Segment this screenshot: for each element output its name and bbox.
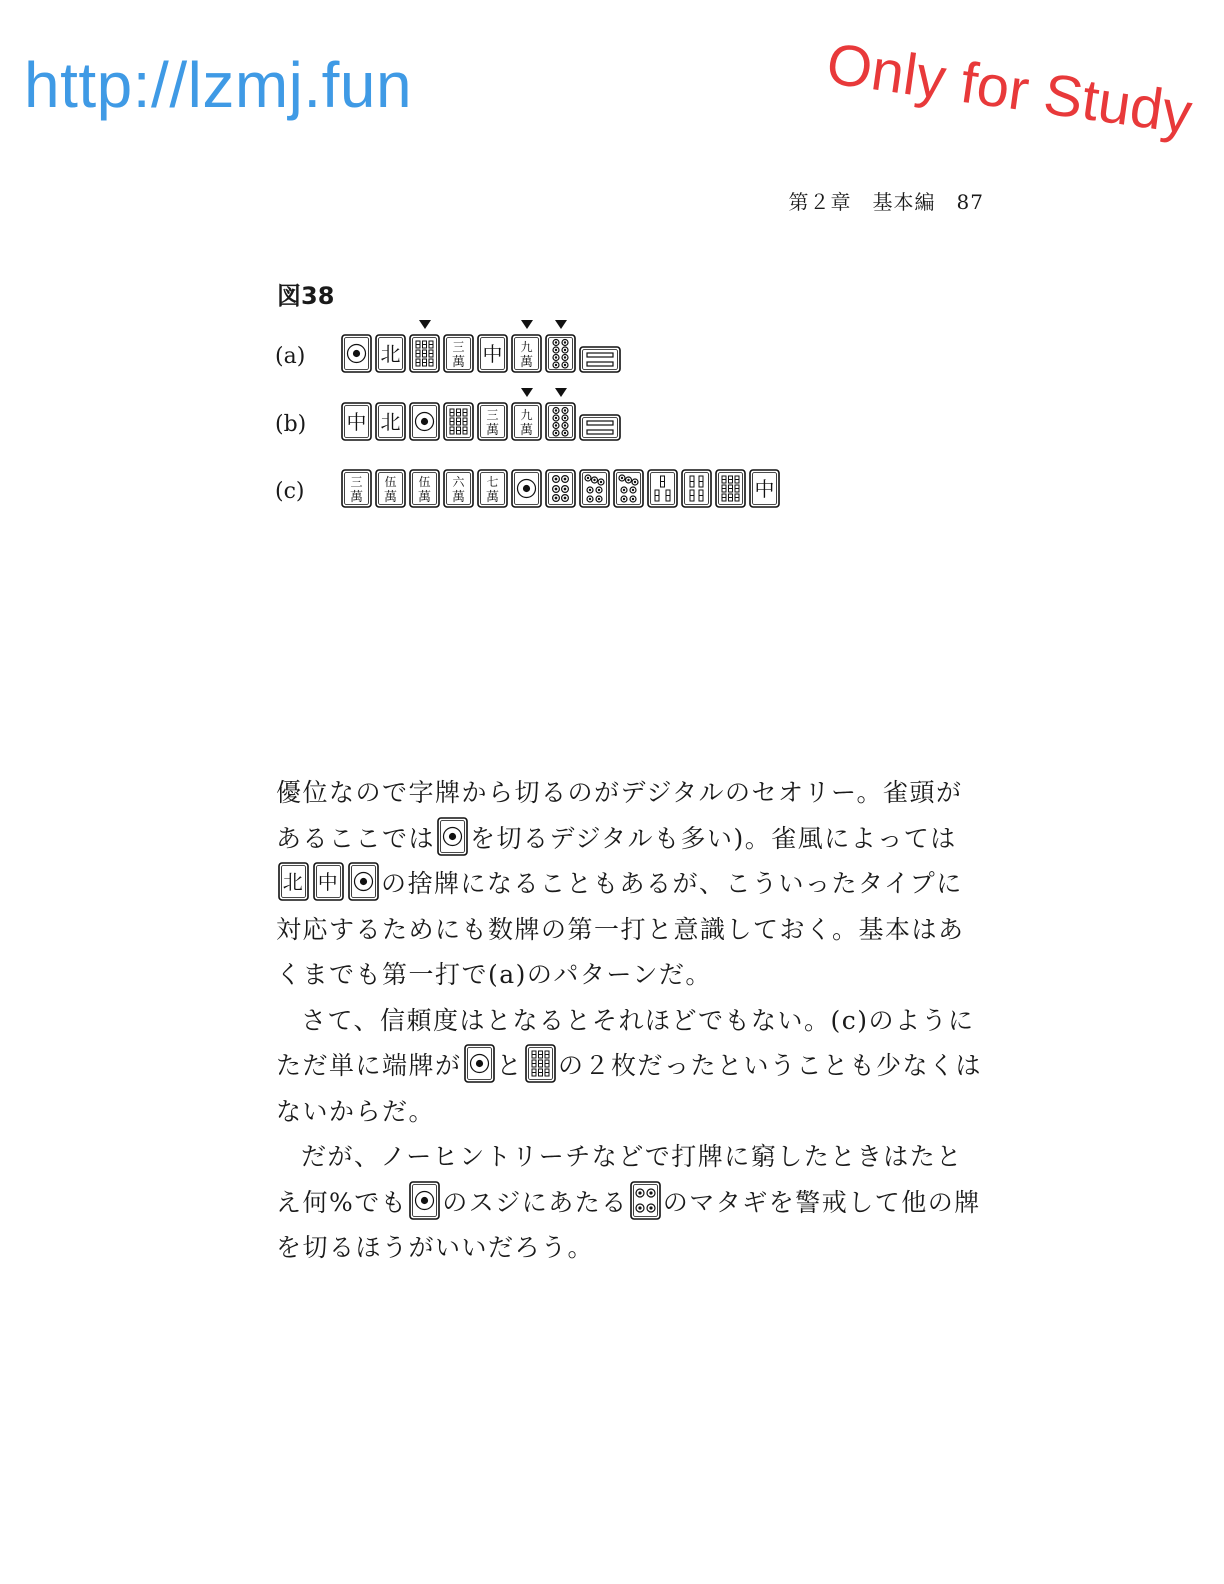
- text-run: の２枚だったということも少なくはないからだ。: [276, 1051, 983, 1126]
- svg-text:萬: 萬: [349, 490, 364, 505]
- inline-mahjong-tile-icon: [437, 817, 468, 856]
- mahjong-tile-icon: [715, 469, 746, 508]
- row-label: (c): [275, 479, 305, 504]
- mahjong-tile-icon: [375, 469, 406, 508]
- mahjong-tile-icon: [511, 334, 542, 373]
- mahjong-tile-icon: [443, 402, 474, 441]
- mahjong-tile-icon: [545, 402, 576, 441]
- mahjong-tile-icon: [375, 334, 406, 373]
- svg-text:三: 三: [452, 340, 465, 354]
- svg-text:中: 中: [317, 870, 340, 894]
- row-label: (a): [275, 344, 306, 369]
- text-run: のマタギを警戒して他の牌を切るほうがいいだろう。: [276, 1187, 981, 1262]
- mahjong-tile-icon: [409, 469, 440, 508]
- mahjong-tile-icon: [477, 334, 508, 373]
- mahjong-tile-icon: [443, 334, 474, 373]
- svg-text:萬: 萬: [417, 490, 432, 505]
- svg-text:九: 九: [520, 408, 533, 422]
- mahjong-tile-icon: [579, 346, 621, 373]
- inline-mahjong-tile-icon: [313, 862, 344, 901]
- text-run: の捨牌になることもあるが、こういったタイプに対応するためにも数牌の第一打と意識しておく。基本はあくまでも第一打で(a)のパターンだ。: [276, 869, 965, 989]
- mahjong-tile-icon: [375, 402, 406, 441]
- tile-strip: [341, 402, 624, 441]
- running-head: 第２章 基本編 87: [788, 190, 984, 214]
- mahjong-tile-icon: [647, 469, 678, 508]
- inline-mahjong-tile-icon: [348, 862, 379, 901]
- svg-text:萬: 萬: [485, 490, 500, 505]
- svg-text:萬: 萬: [451, 355, 466, 370]
- inline-mahjong-tile-icon: [525, 1044, 556, 1083]
- svg-text:萬: 萬: [485, 423, 500, 438]
- text-run: さて、信頼度はとなるとそれほどでもない。(c)のようにただ単に端牌が: [276, 1005, 975, 1080]
- svg-text:中: 中: [482, 342, 503, 366]
- text-run: のスジにあたる: [442, 1187, 628, 1217]
- mahjong-tile-icon: [579, 469, 610, 508]
- mahjong-tile-icon: [341, 334, 372, 373]
- discard-marker-icon: [419, 320, 431, 329]
- mahjong-tile-icon: [511, 402, 542, 441]
- tile-strip: [341, 334, 624, 373]
- inline-mahjong-tile-icon: [409, 1181, 440, 1220]
- mahjong-tile-icon: [749, 469, 780, 508]
- discard-marker-icon: [521, 388, 533, 397]
- paragraph-1: [276, 770, 986, 998]
- mahjong-tile-icon: [681, 469, 712, 508]
- svg-text:中: 中: [754, 477, 775, 501]
- mahjong-tile-icon: [579, 414, 621, 441]
- text-run: を切るデジタルも多い)。雀風によっては: [470, 823, 957, 853]
- figure-title: 図38: [277, 282, 335, 310]
- mahjong-tile-icon: [477, 469, 508, 508]
- svg-text:三: 三: [350, 475, 363, 489]
- inline-mahjong-tile-icon: [278, 862, 309, 901]
- discard-marker-icon: [521, 320, 533, 329]
- svg-text:萬: 萬: [383, 490, 398, 505]
- discard-marker-icon: [555, 388, 567, 397]
- watermark-study: Only for Study: [822, 30, 1196, 147]
- mahjong-tile-icon: [443, 469, 474, 508]
- svg-text:九: 九: [520, 340, 533, 354]
- svg-text:伍: 伍: [384, 475, 397, 489]
- inline-mahjong-tile-icon: [464, 1044, 495, 1083]
- mahjong-tile-icon: [511, 469, 542, 508]
- mahjong-tile-icon: [341, 402, 372, 441]
- svg-text:中: 中: [346, 410, 367, 434]
- text-run: 優位なので字牌から切るのがデジタルのセオリー。雀頭があるここでは: [276, 778, 963, 853]
- mahjong-tile-icon: [409, 334, 440, 373]
- svg-text:北: 北: [380, 342, 401, 366]
- svg-text:六: 六: [452, 475, 465, 489]
- svg-text:萬: 萬: [519, 355, 534, 370]
- paragraph-3: [276, 1134, 986, 1271]
- svg-text:北: 北: [380, 410, 401, 434]
- svg-text:北: 北: [282, 870, 305, 894]
- mahjong-tile-icon: [477, 402, 508, 441]
- svg-text:伍: 伍: [418, 475, 431, 489]
- paragraph-2: [276, 998, 986, 1135]
- svg-text:萬: 萬: [451, 490, 466, 505]
- mahjong-tile-icon: [613, 469, 644, 508]
- mahjong-tile-icon: [341, 469, 372, 508]
- tile-strip: [341, 469, 783, 508]
- row-label: (b): [275, 412, 307, 437]
- inline-mahjong-tile-icon: [630, 1181, 661, 1220]
- svg-text:萬: 萬: [519, 423, 534, 438]
- body-text: [276, 770, 986, 1271]
- mahjong-tile-icon: [409, 402, 440, 441]
- watermark-url: http://lzmj.fun: [24, 49, 413, 121]
- text-run: だが、ノーヒントリーチなどで打牌に窮したときはたとえ何%でも: [276, 1142, 963, 1217]
- text-run: と: [496, 1051, 524, 1080]
- discard-marker-icon: [555, 320, 567, 329]
- svg-text:三: 三: [486, 408, 499, 422]
- mahjong-tile-icon: [545, 334, 576, 373]
- svg-text:七: 七: [486, 475, 499, 489]
- mahjong-tile-icon: [545, 469, 576, 508]
